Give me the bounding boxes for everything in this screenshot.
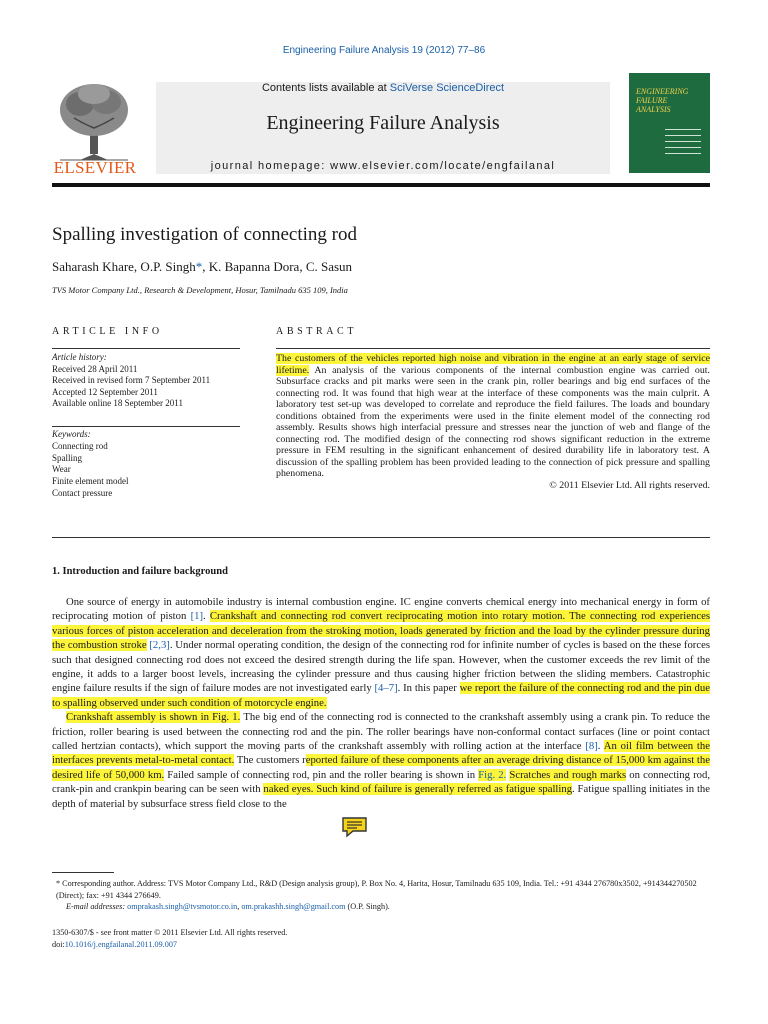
highlight[interactable]: Scratches and rough marks bbox=[509, 768, 627, 781]
abstract-heading: ABSTRACT bbox=[276, 326, 358, 337]
text: The big end of the connecting rod is connected to the crankshaft assembly using a crank pin. To reduce the friction, roller bearing is used between the connecting rod and the pin. The roller bearings have non-conformal contact surfaces (line or point contact called hertzian contacts), which support the moving parts of the crankshaft assembly with rolling action at the interface bbox=[52, 711, 710, 753]
sciverse-link[interactable]: SciVerse ScienceDirect bbox=[389, 82, 505, 94]
article-info-heading: ARTICLE INFO bbox=[52, 326, 163, 337]
paragraph: Crankshaft assembly is shown in Fig. 1. The big end of the connecting rod is connected to the crankshaft assembly using a crank pin. To reduce the friction, roller bearing is used between the connecting rod and the pin. The roller bearings have non-conformal contact surfaces (line or point contact called hertzian contacts), which support the moving parts of the crankshaft assembly with rolling action at the interface [8]. An oil film between the interfaces prevents metal-to-metal contact. The customers reported failure of these components after an average driving distance of 15,000 km against the desired life of 50,000 km. Failed sample of connecting rod, pin and the roller bearing is shown in Fig. 2. Scratches and rough marks on connecting rod, crank-pin and crankpin bearing can be seen with naked eyes. Such kind of failure is generally referred as fatigue spalling. Fatigue spalling initiates in the depth of material by subsurface stress field close to the bbox=[52, 711, 710, 810]
text: The customers r bbox=[234, 754, 306, 767]
cover-title-line: ANALYSIS bbox=[636, 105, 671, 114]
contents-line bbox=[156, 82, 610, 94]
contents-prefix: Contents lists available at bbox=[261, 82, 390, 94]
article-info-rule bbox=[52, 348, 240, 349]
section-body bbox=[52, 595, 710, 811]
authors-first: Saharash Khare, O.P. Singh bbox=[52, 259, 196, 274]
keyword: Finite element model bbox=[52, 476, 129, 487]
email-link[interactable]: omprakash.singh@tvsmotor.co.in bbox=[127, 902, 238, 911]
figure-link[interactable]: Fig. 2. bbox=[478, 768, 507, 781]
highlight[interactable]: Crankshaft assembly is shown in Fig. 1. bbox=[66, 711, 241, 724]
keyword: Connecting rod bbox=[52, 440, 108, 451]
elsevier-wordmark: ELSEVIER bbox=[53, 158, 137, 177]
highlight[interactable]: An oil film between the interfaces prevents metal-to-metal contact. bbox=[52, 740, 710, 767]
doi-link[interactable]: 10.1016/j.engfailanal.2011.09.007 bbox=[64, 939, 178, 949]
abstract-bottom-rule bbox=[52, 537, 710, 538]
journal-homepage[interactable]: journal homepage: www.elsevier.com/locate/engfailanal bbox=[210, 160, 556, 172]
section-heading: 1. Introduction and failure background bbox=[52, 566, 228, 577]
keyword: Contact pressure bbox=[52, 487, 113, 498]
reference-link[interactable]: [1] bbox=[190, 610, 204, 623]
footnote bbox=[52, 878, 712, 913]
elsevier-logo bbox=[50, 78, 140, 176]
abstract-text: An analysis of the various components of the internal combustion engine was carried out. Subsurface cracks and pit marks were seen in the crank pin, roller bearings and big end surfaces of the connecting rod. It was found that high wear at the interface of these components was the main culprit. A laboratory test set-up was developed to correlate and reproduce the field failures. The loads and boundary conditions obtained from the experiments were used in the finite element model of the connecting rod assembly. Results shows high interfacial pressure and stresses near the junction of web and flange of the connecting rod. The modified design of the connecting rod shows significant reduction in the extreme pressure in FEM resulting in the significant enhancement of desired durability life in laboratory test. A discussion of the spalling problem has been provided leading to the connection of pick pressure and spalling phenomena. bbox=[276, 364, 710, 480]
doi-label: doi: bbox=[52, 939, 65, 949]
journal-reference[interactable]: Engineering Failure Analysis 19 (2012) 77–86 bbox=[282, 45, 486, 56]
issn-line: 1350-6307/$ - see front matter © 2011 Elsevier Ltd. All rights reserved. bbox=[52, 928, 288, 937]
reference-link[interactable]: [4–7] bbox=[374, 682, 398, 695]
email-label: E-mail addresses: bbox=[66, 902, 128, 911]
paragraph: One source of energy in automobile industry is internal combustion engine. IC engine converts chemical energy into mechanical energy in form of reciprocating motion of piston [1]. Crankshaft and connecting rod convert reciprocating motion into rotary motion. The connecting rod experiences various forces of piston acceleration and deceleration from the stroking motion, loads generated by friction and the load by the cylinder pressure during the combustion stroke [2,3]. Under normal operating condition, the design of the connecting rod for infinite number of cycles is based on the these forces such that designed connecting rod does not exceed the desired strength during the life span. However, when the customer exceeds the rev limit of the engine, it adds to a larger boost levels, increasing the cylinder pressure and thus causing higher friction between the sliding members. Catastrophic engine failure results if the sign of failure modes are not investigated early [4–7]. In this paper we report the failure of the connecting rod and the pin due to spalling observed under such condition of motorcycle engine. bbox=[52, 596, 710, 709]
front-matter bbox=[52, 927, 287, 950]
doi-line bbox=[52, 939, 287, 951]
email-line bbox=[52, 901, 712, 913]
keyword: Spalling bbox=[52, 452, 83, 463]
cover-title-line: FAILURE bbox=[636, 96, 668, 105]
article-info-divider bbox=[52, 426, 240, 427]
abstract-copyright: © 2011 Elsevier Ltd. All rights reserved. bbox=[549, 480, 710, 492]
text: One source of energy in automobile industry is internal combustion engine. IC engine converts chemical energy into mechanical energy in form of reciprocating motion of piston bbox=[52, 596, 710, 623]
history-item: Accepted 12 September 2011 bbox=[52, 386, 158, 397]
text: on connecting rod, crank-pin and crankpin bearing can be seen with bbox=[52, 768, 710, 796]
text: Failed sample of connecting rod, pin and the roller bearing is shown in bbox=[164, 768, 479, 781]
article-title: Spalling investigation of connecting rod bbox=[52, 224, 358, 245]
history-label: Article history: bbox=[52, 352, 107, 362]
cover-text-lines bbox=[665, 125, 701, 159]
cover-title bbox=[636, 87, 688, 114]
highlight[interactable]: we report the failure of the connecting rod and the pin due to spalling observed under such condition of motorcycle engine. bbox=[52, 682, 710, 709]
abstract-rule bbox=[276, 348, 710, 349]
history-item: Received in revised form 7 September 2011 bbox=[52, 375, 211, 385]
highlight[interactable]: The customers of the vehicles reported high noise and vibration in the engine at an early stage of service lifetime. bbox=[276, 353, 710, 376]
author-list bbox=[52, 259, 352, 275]
highlight[interactable]: naked eyes. Such kind of failure is generally referred as fatigue spalling bbox=[263, 783, 573, 796]
abstract-body bbox=[276, 353, 710, 492]
authors-rest: , K. Bapanna Dora, C. Sasun bbox=[202, 259, 353, 274]
keywords bbox=[52, 429, 128, 500]
history-item: Available online 18 September 2011 bbox=[52, 398, 183, 408]
corresponding-author-marker[interactable]: * bbox=[195, 259, 203, 274]
text: , bbox=[237, 902, 242, 911]
cover-title-line: ENGINEERING bbox=[636, 87, 689, 96]
comment-note-icon[interactable] bbox=[341, 816, 368, 838]
reference-link[interactable]: [2,3] bbox=[149, 639, 170, 652]
footnote-rule bbox=[52, 872, 114, 873]
email-link[interactable]: om.prakashh.singh@gmail.com bbox=[241, 902, 346, 911]
text: . Under normal operating condition, the design of the connecting rod for infinite number of cycles is based on the these forces such that designed connecting rod does not exceed the desired strength during the life span. However, when the customer exceeds the rev limit of the engine, it adds to a larger boost levels, increasing the cylinder pressure and thus causing higher friction between the sliding members. Catastrophic engine failure results if the sign of failure modes are not investigated early bbox=[52, 639, 710, 695]
highlight[interactable]: eported failure of these components after an average driving distance of 15,000 km against the desired life of 50,000 km. bbox=[52, 754, 710, 781]
reference-link[interactable]: [8] bbox=[585, 740, 598, 753]
history-item: Received 28 April 2011 bbox=[52, 363, 138, 374]
header-rule bbox=[52, 183, 710, 187]
journal-title: Engineering Failure Analysis bbox=[266, 112, 500, 134]
corresponding-author-note: * Corresponding author. Address: TVS Motor Company Ltd., R&D (Design analysis group), P. Box No. 4, Harita, Hosur, Tamilnadu 635 109, India. Tel.: +91 4344 276780x3502, +914344270502 (Direct); fax: +91 4344 276649. bbox=[56, 879, 697, 900]
article-history bbox=[52, 352, 210, 410]
keyword: Wear bbox=[52, 464, 71, 475]
text: (O.P. Singh). bbox=[345, 902, 390, 911]
text: . In this paper bbox=[397, 682, 460, 695]
highlight[interactable]: Crankshaft and connecting rod convert reciprocating motion into rotary motion. The connecting rod experiences various forces of piston acceleration and deceleration from the stroking motion, loads generated by friction and the load by the cylinder pressure during the combustion stroke bbox=[52, 610, 710, 652]
keywords-label: Keywords: bbox=[52, 429, 91, 439]
journal-cover-image bbox=[629, 73, 710, 173]
text: . Fatigue spalling initiates in the depth of material by subsurface stress field close to the bbox=[52, 783, 710, 810]
affiliation: TVS Motor Company Ltd., Research & Development, Hosur, Tamilnadu 635 109, India bbox=[52, 285, 348, 295]
